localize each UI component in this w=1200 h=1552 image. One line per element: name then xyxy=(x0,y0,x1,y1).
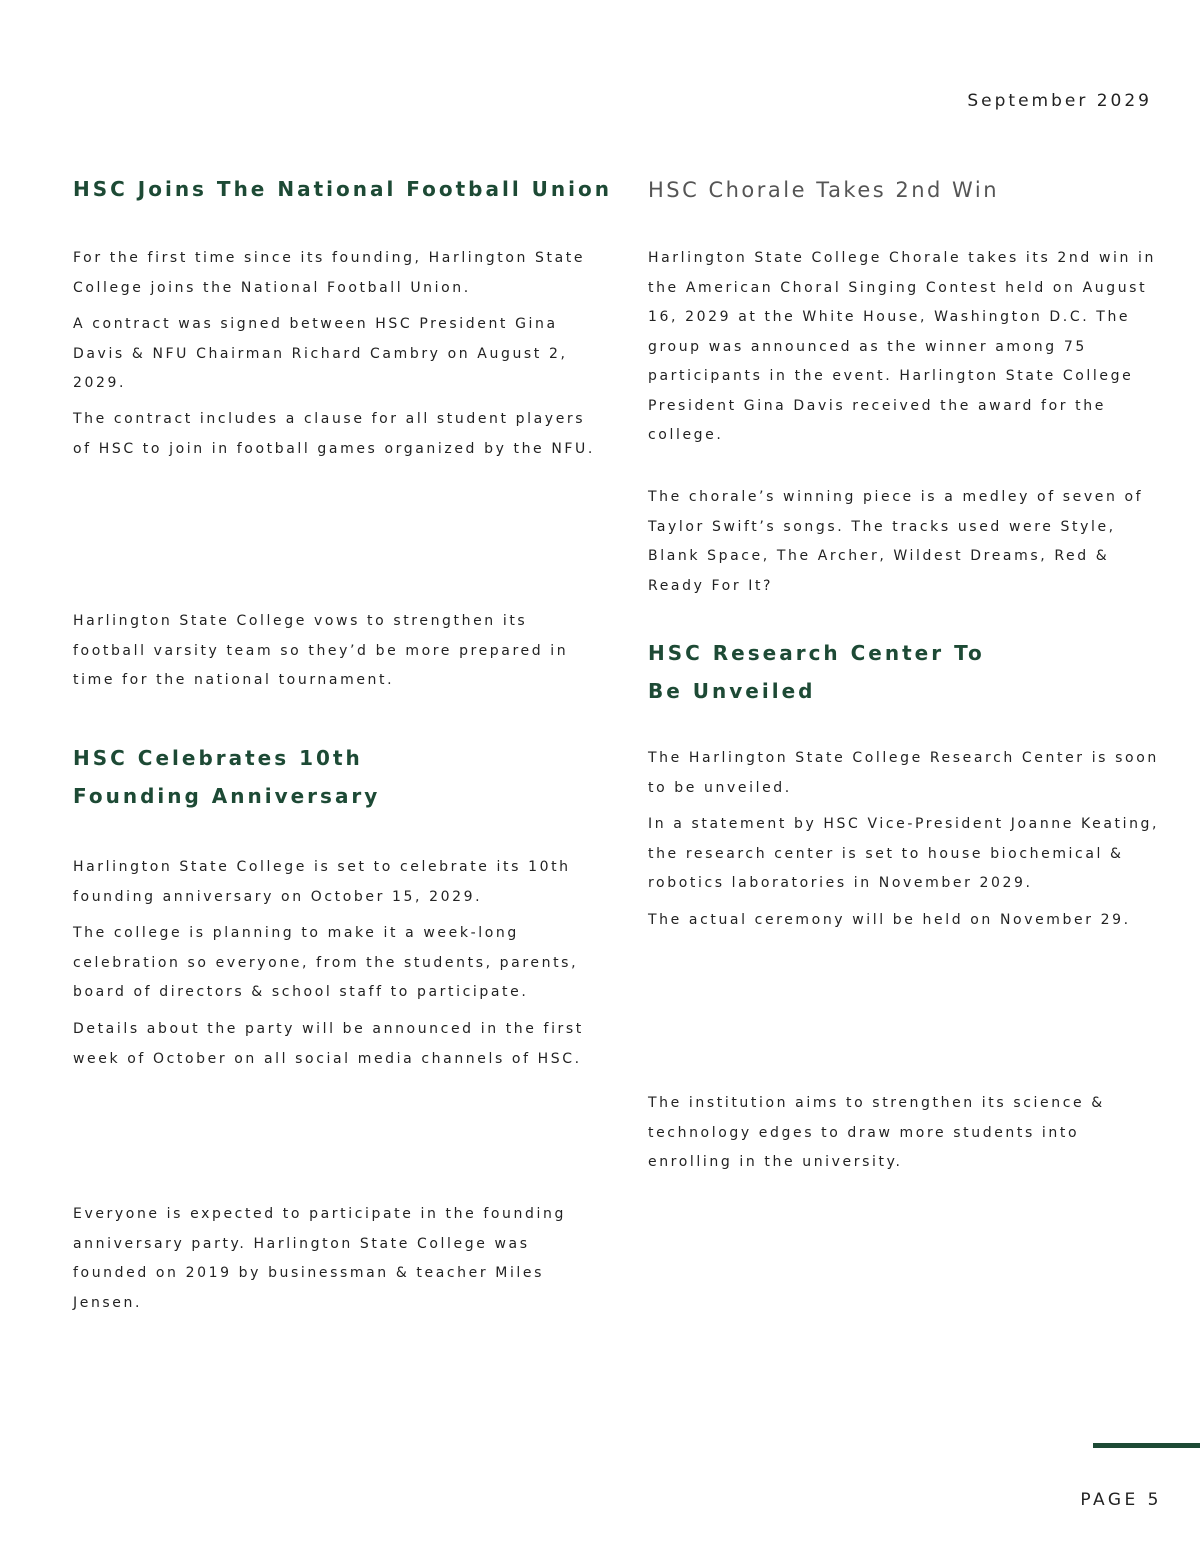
article-paragraph: Details about the party will be announced in the first week of October on all social media channels of HSC. xyxy=(73,1021,584,1067)
article-paragraph: Harlington State College Chorale takes its 2nd win in the American Choral Singing Contest held on August 16, 2029 at the White House, Washington D.C. The group was announced as the winner among 75 participants in the event. Harlington State College President Gina Davis received the award for the college. xyxy=(648,250,1156,443)
article-title: HSC Joins The National Football Union xyxy=(73,177,612,201)
article-paragraph: The chorale’s winning piece is a medley of seven of Taylor Swift’s songs. The tracks used were Style, Blank Space, The Archer, Wildest Dreams, Red & Ready For It? xyxy=(648,489,1144,594)
article-title: HSC Research Center To Be Unveiled xyxy=(648,641,985,703)
issue-date: September 2029 xyxy=(967,91,1152,111)
article-paragraph: In a statement by HSC Vice-President Joanne Keating, the research center is set to house biochemical & robotics laboratories in November 2029. xyxy=(648,816,1160,891)
footer-accent-bar xyxy=(1093,1443,1200,1448)
article-paragraph: Harlington State College vows to strengthen its football varsity team so they’d be more prepared in time for the national tournament. xyxy=(73,613,569,688)
article-paragraph: The contract includes a clause for all student players of HSC to join in football games organized by the NFU. xyxy=(73,411,595,457)
article-paragraph: The Harlington State College Research Center is soon to be unveiled. xyxy=(648,750,1159,796)
article-paragraph: The institution aims to strengthen its science & technology edges to draw more students into enrolling in the university. xyxy=(648,1095,1105,1170)
article-title: HSC Celebrates 10th Founding Anniversary xyxy=(73,746,381,808)
article-paragraph: The college is planning to make it a week-long celebration so everyone, from the students, parents, board of directors & school staff to participate. xyxy=(73,925,579,1000)
page-number: PAGE 5 xyxy=(1080,1490,1162,1510)
article-paragraph: For the first time since its founding, Harlington State College joins the National Football Union. xyxy=(73,250,586,296)
article-paragraph: Everyone is expected to participate in the founding anniversary party. Harlington State College was founded on 2019 by businessman & teacher Miles Jensen. xyxy=(73,1206,566,1311)
article-paragraph: Harlington State College is set to celebrate its 10th founding anniversary on October 15, 2029. xyxy=(73,859,571,905)
article-paragraph: The actual ceremony will be held on November 29. xyxy=(648,912,1131,928)
article-paragraph: A contract was signed between HSC President Gina Davis & NFU Chairman Richard Cambry on August 2, 2029. xyxy=(73,316,568,391)
article-title: HSC Chorale Takes 2nd Win xyxy=(648,178,1000,202)
